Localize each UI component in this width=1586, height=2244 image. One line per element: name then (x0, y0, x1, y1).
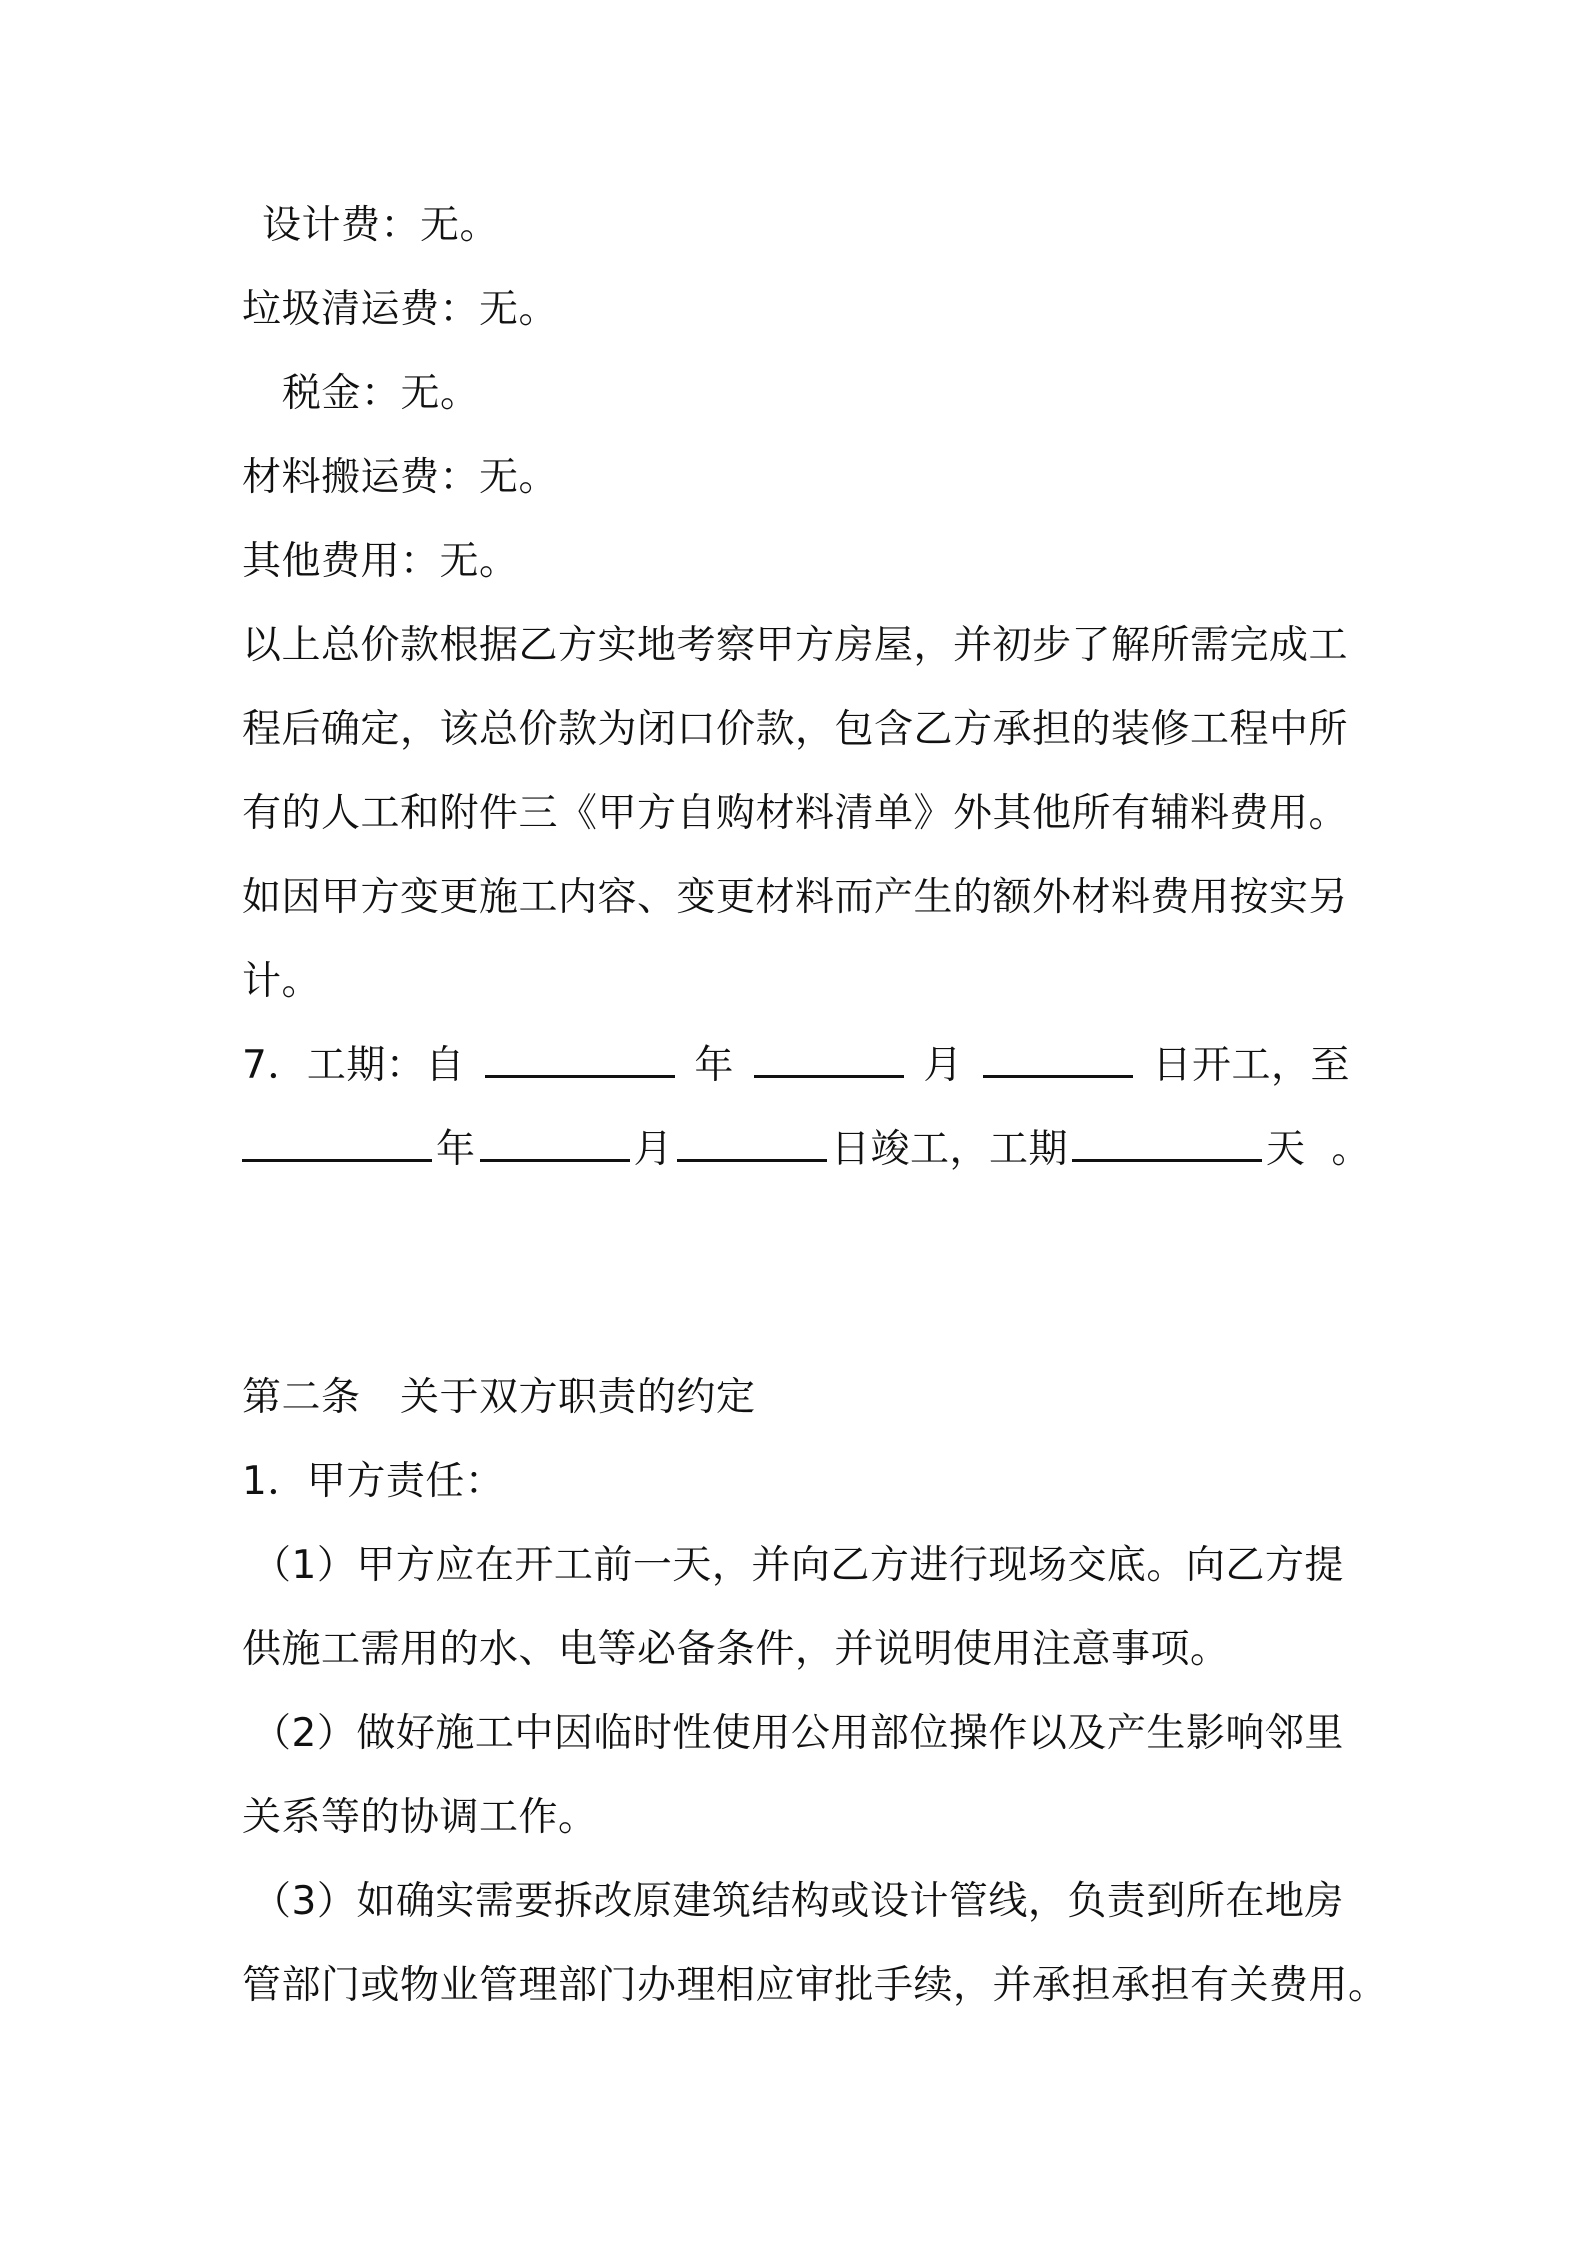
schedule-line-1 (242, 1042, 1350, 1090)
price-paragraph-line: 程后确定，该总价款为闭口价款，包含乙方承担的装修工程中所 (242, 707, 1349, 752)
party-a-heading: 1．甲方责任： (242, 1459, 505, 1504)
party-a-item-1-cont: 供施工需用的水、电等必备条件，并说明使用注意事项。 (242, 1627, 1230, 1672)
fee-design: 设计费：无。 (262, 203, 500, 248)
end-year-blank (242, 1129, 432, 1162)
end-month-blank (480, 1129, 630, 1162)
party-a-item-1: （1）甲方应在开工前一天，并向乙方进行现场交底。向乙方提 (252, 1543, 1344, 1588)
fee-other: 其他费用：无。 (242, 539, 519, 584)
schedule-end-mark: 。 (1331, 1127, 1371, 1172)
party-a-item-3: （3）如确实需要拆改原建筑结构或设计管线，负责到所在地房 (252, 1879, 1344, 1924)
schedule-line-2 (238, 1126, 1371, 1174)
start-month-blank (754, 1045, 904, 1078)
duration-blank (1072, 1129, 1262, 1162)
price-paragraph-line: 计。 (242, 959, 322, 1004)
schedule-prefix: 7．工期：自 (242, 1043, 465, 1088)
year-label: 年 (694, 1043, 734, 1088)
price-paragraph-line: 以上总价款根据乙方实地考察甲方房屋，并初步了解所需完成工 (242, 623, 1349, 668)
price-paragraph-line: 有的人工和附件三《甲方自购材料清单》外其他所有辅料费用。 (242, 791, 1349, 836)
party-a-item-3-cont: 管部门或物业管理部门办理相应审批手续，并承担承担有关费用。 (242, 1963, 1388, 2008)
party-a-item-2-cont: 关系等的协调工作。 (242, 1795, 598, 1840)
day-end-label: 日竣工，工期 (831, 1127, 1069, 1172)
month-label: 月 (923, 1043, 963, 1088)
days-label: 天 (1266, 1127, 1306, 1172)
price-paragraph-line: 如因甲方变更施工内容、变更材料而产生的额外材料费用按实另 (242, 875, 1349, 920)
year-label: 年 (436, 1127, 476, 1172)
month-label: 月 (633, 1127, 674, 1172)
end-day-blank (677, 1129, 827, 1162)
day-start-label: 日开工，至 (1152, 1043, 1350, 1088)
party-a-item-2: （2）做好施工中因临时性使用公用部位操作以及产生影响邻里 (252, 1711, 1344, 1756)
fee-tax: 税金：无。 (282, 371, 480, 416)
start-day-blank (983, 1045, 1133, 1078)
fee-material-transport: 材料搬运费：无。 (242, 455, 559, 500)
fee-garbage: 垃圾清运费：无。 (242, 287, 559, 332)
start-year-blank (485, 1045, 675, 1078)
article-title: 第二条 关于双方职责的约定 (242, 1375, 756, 1420)
